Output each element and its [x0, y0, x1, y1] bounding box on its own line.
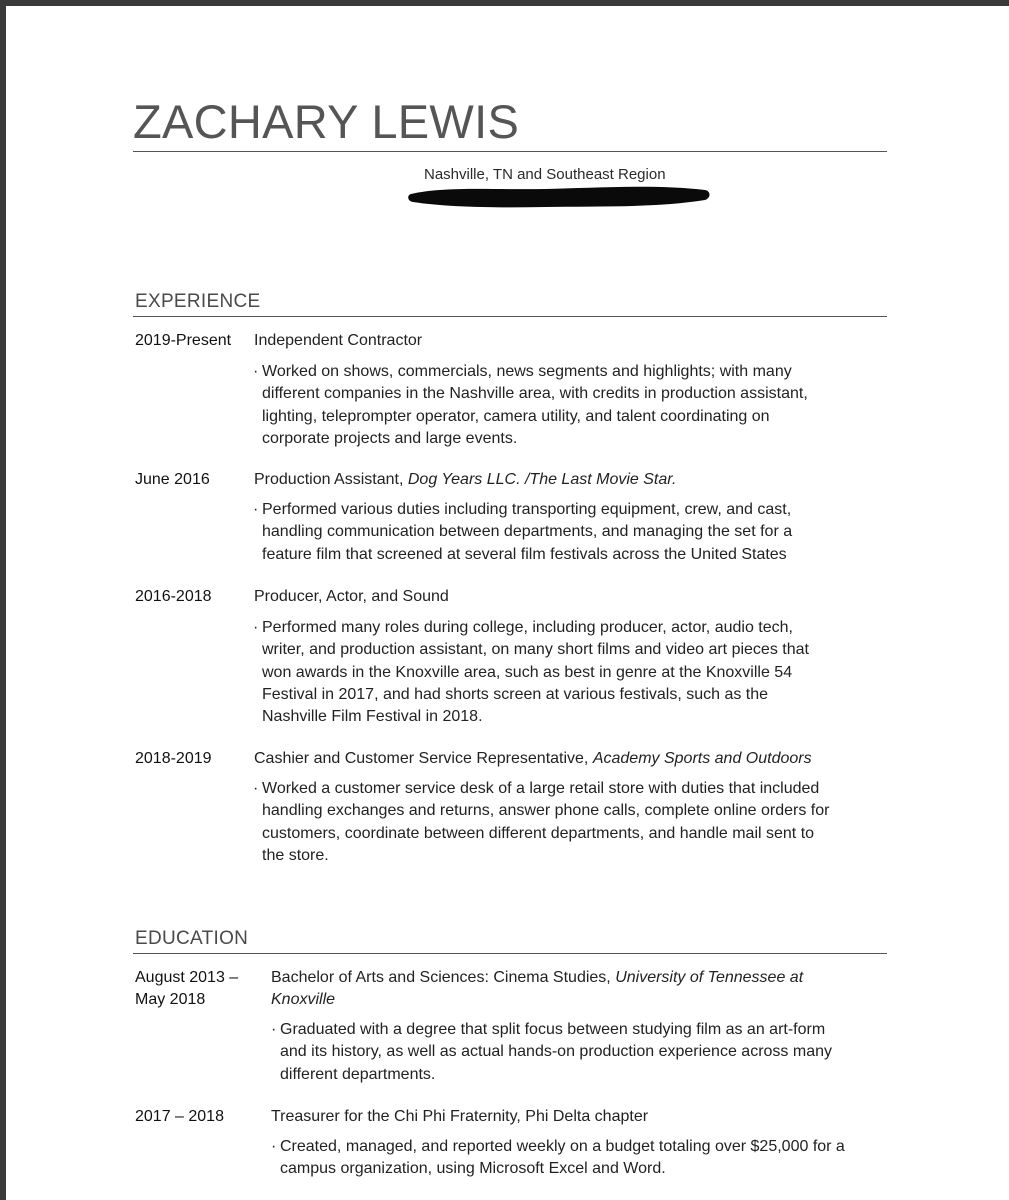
education-bullet — [271, 1019, 836, 1086]
experience-role — [254, 586, 449, 608]
experience-bullet — [253, 778, 834, 867]
education-divider — [133, 953, 887, 954]
location-line: Nashville, TN and Southeast Region — [424, 166, 666, 183]
bullet-text: Created, managed, and reported weekly on a budget totaling over $25,000 for a campus organization, using Microsoft Excel and Word. — [280, 1138, 845, 1178]
role-text: Producer, Actor, and Sound — [254, 588, 449, 605]
experience-date: June 2016 — [135, 471, 210, 488]
bullet-text: Worked on shows, commercials, news segments and highlights; with many different companies in the Nashville area, with credits in production assistant, lighting, teleprompter operator, camera utility, and talent coordinating on corporate projects and large events. — [262, 363, 808, 447]
bullet-dot: · — [253, 363, 259, 380]
redaction-mark — [405, 180, 715, 212]
experience-date: 2018-2019 — [135, 750, 212, 767]
experience-date: 2019-Present — [135, 332, 232, 349]
role-text: Independent Contractor — [254, 332, 423, 349]
bullet-dot: · — [253, 619, 259, 636]
window-frame-left — [0, 0, 6, 1200]
window-frame-top — [0, 0, 1009, 6]
bullet-dot: · — [253, 501, 259, 518]
education-bullet — [271, 1136, 846, 1181]
bullet-text: Performed many roles during college, including producer, actor, audio tech, writer, and production assistant, on many short films and video art pieces that won awards in the Knoxville area, such as best in genre at the Knoxville 54 Festival in 2017, and had shorts screen at various festivals, such as the Nashville Film Festival in 2018. — [262, 619, 809, 726]
bullet-dot: · — [271, 1021, 277, 1038]
bullet-dot: · — [271, 1138, 277, 1155]
education-date: 2017 – 2018 — [135, 1108, 224, 1125]
organization-text: Dog Years LLC. /The Last Movie Star. — [407, 471, 677, 488]
bullet-text: Graduated with a degree that split focus between studying film as an art-form and its history, as well as actual hands-on production experience across many different departments. — [280, 1021, 832, 1083]
bullet-text: Worked a customer service desk of a large retail store with duties that included handling exchanges and returns, answer phone calls, complete online orders for customers, coordinate between different departments, and handle mail sent to the store. — [262, 780, 830, 864]
resume-name: ZACHARY LEWIS — [133, 95, 520, 148]
institution-text: University of Tennessee at — [615, 969, 804, 986]
experience-bullet — [253, 361, 834, 450]
experience-heading: EXPERIENCE — [135, 291, 261, 312]
experience-role — [254, 469, 676, 491]
date-line: May 2018 — [135, 991, 206, 1008]
institution-text-cont: Knoxville — [271, 991, 336, 1008]
organization-text: Academy Sports and Outdoors — [592, 750, 812, 767]
experience-role — [254, 748, 812, 770]
bullet-dot: · — [253, 780, 259, 797]
position-text: Treasurer for the Chi Phi Fraternity, Phi Delta chapter — [271, 1108, 649, 1125]
role-text: Production Assistant, — [254, 471, 408, 488]
experience-date: 2016-2018 — [135, 588, 212, 605]
experience-divider — [133, 316, 887, 317]
education-title — [271, 967, 803, 1011]
experience-bullet — [253, 499, 834, 566]
education-heading: EDUCATION — [135, 928, 249, 949]
experience-bullet — [253, 617, 834, 728]
education-date — [135, 967, 238, 1011]
degree-text: Bachelor of Arts and Sciences: Cinema Studies, — [271, 969, 616, 986]
bullet-text: Performed various duties including transporting equipment, crew, and cast, handling communication between departments, and managing the set for a feature film that screened at several film festivals across the United States — [262, 501, 793, 563]
header-divider — [133, 151, 887, 152]
experience-role — [254, 330, 422, 352]
role-text: Cashier and Customer Service Representative, — [254, 750, 593, 767]
date-line: August 2013 – — [135, 969, 239, 986]
education-title — [271, 1106, 648, 1128]
